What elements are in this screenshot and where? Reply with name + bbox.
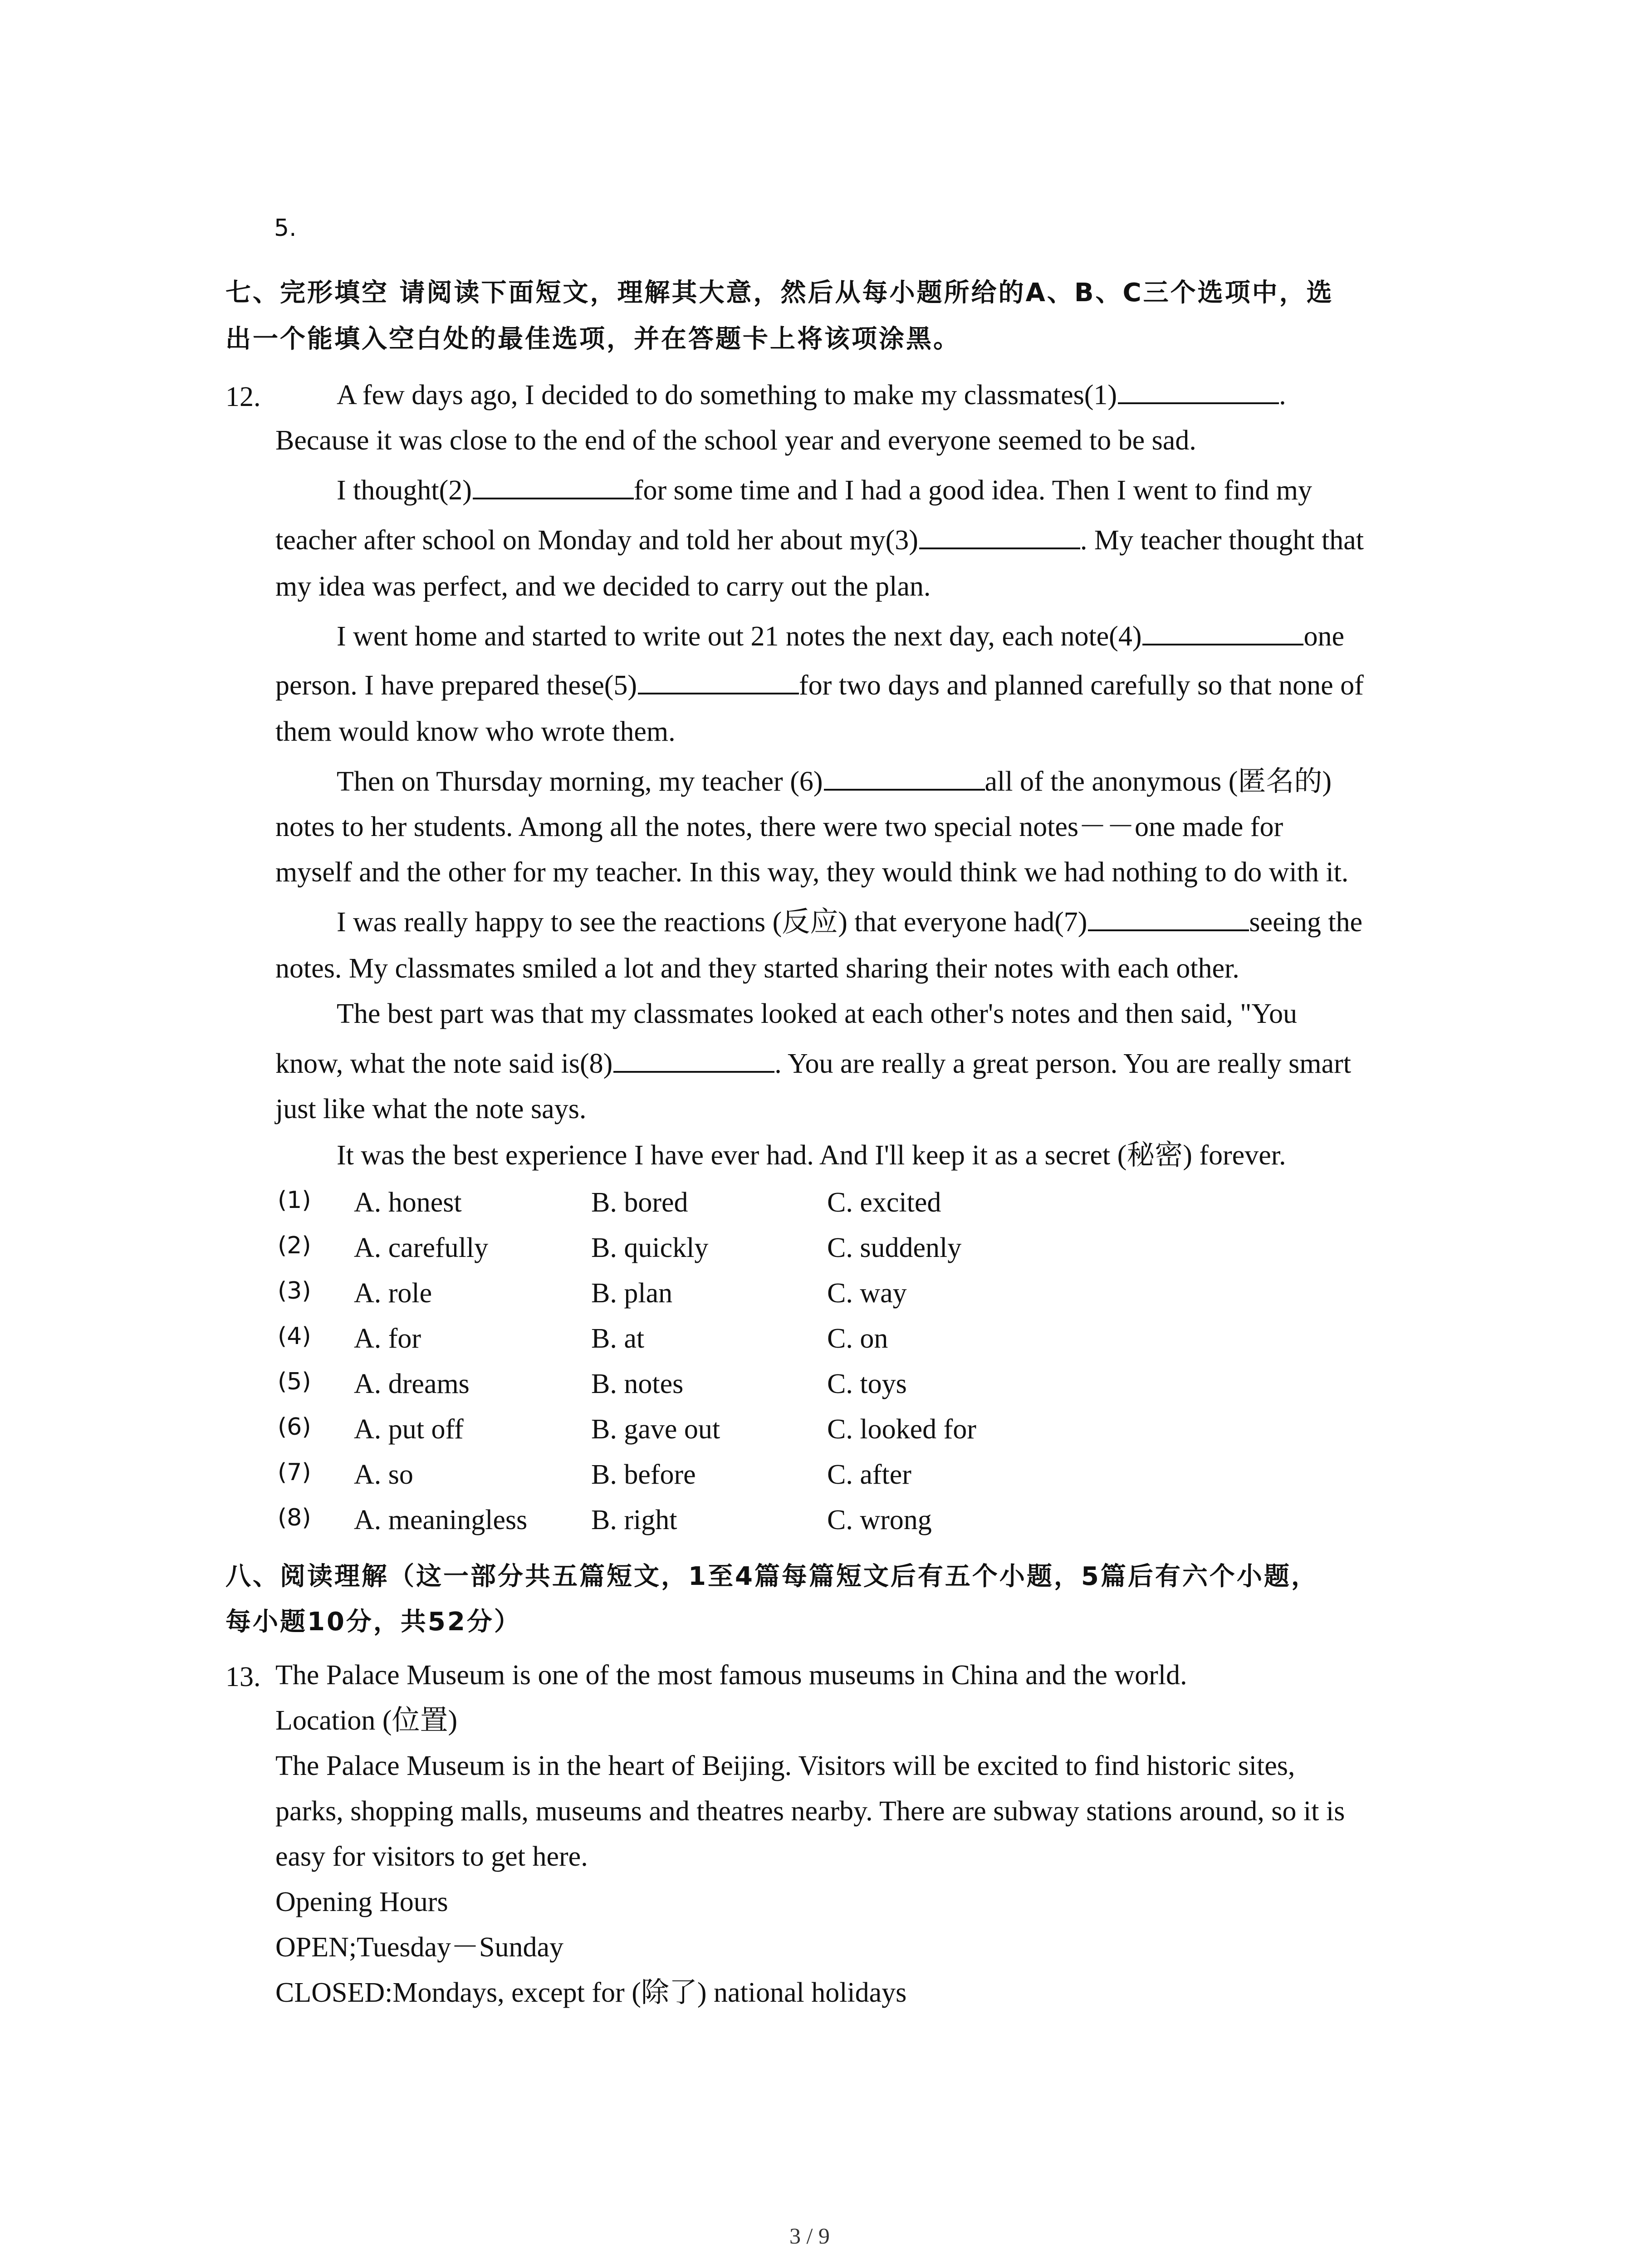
q12-line-3-text: I thought(2) [337,475,472,506]
q12-line-15-end: . You are really a great person. You are really smart [774,1048,1351,1079]
option-row-7-number: (7) [278,1459,311,1486]
question-13-number: 13. [225,1662,261,1692]
option-3-c[interactable]: C. way [827,1278,907,1309]
option-1-b[interactable]: B. bored [591,1187,688,1218]
option-row-2-number: (2) [278,1232,311,1259]
q12-line-15-text: know, what the note said is(8) [275,1048,613,1079]
option-8-a[interactable]: A. meaningless [354,1505,528,1535]
q12-line-4 [275,526,1364,554]
option-row-1-number: (1) [278,1187,311,1214]
q12-line-9 [337,767,1332,796]
q13-line-6: Opening Hours [275,1887,448,1917]
option-row-3-number: (3) [278,1277,311,1305]
q12-line-1-text: A few days ago, I decided to do something to make my classmates(1) [337,380,1117,411]
q12-line-12-end: seeing the [1249,907,1363,938]
option-1-a[interactable]: A. honest [354,1187,462,1218]
q13-line-5: easy for visitors to get here. [275,1841,588,1872]
option-2-b[interactable]: B. quickly [591,1232,709,1263]
q12-line-9-text: Then on Thursday morning, my teacher (6) [337,766,823,797]
q13-line-8: CLOSED:Mondays, except for (除了) national holidays [275,1977,907,2008]
option-row-8-number: (8) [278,1504,311,1531]
option-7-c[interactable]: C. after [827,1459,911,1490]
section7-heading-line2: 出一个能填入空白处的最佳选项，并在答题卡上将该项涂黑。 [225,324,960,354]
q12-line-17: It was the best experience I have ever had. And I'll keep it as a secret (秘密) forever. [337,1140,1286,1171]
option-1-c[interactable]: C. excited [827,1187,941,1218]
option-7-b[interactable]: B. before [591,1459,696,1490]
q12-line-1-end: . [1279,380,1286,411]
q12-line-12-text: I was really happy to see the reactions (反应) that everyone had(7) [337,907,1087,938]
option-6-c[interactable]: C. looked for [827,1414,976,1445]
q12-line-6-end: one [1303,621,1345,652]
option-4-a[interactable]: A. for [354,1323,421,1354]
section8-heading-line1: 八、阅读理解（这一部分共五篇短文，1至4篇每篇短文后有五个小题，5篇后有六个小题， [225,1562,1318,1591]
q12-line-14: The best part was that my classmates looked at each other's notes and then said, "You [337,998,1298,1029]
blank-8 [613,1070,774,1073]
q13-line-7: OPEN;Tuesday－Sunday [275,1932,563,1963]
option-6-a[interactable]: A. put off [354,1414,464,1445]
option-4-c[interactable]: C. on [827,1323,888,1354]
page-number: 3 / 9 [789,2223,830,2248]
option-5-c[interactable]: C. toys [827,1369,907,1399]
q13-line-3: The Palace Museum is in the heart of Beijing. Visitors will be excited to find historic sites, [275,1750,1295,1781]
q12-line-3 [337,476,1312,504]
option-8-b[interactable]: B. right [591,1505,677,1535]
q12-line-6 [337,622,1344,650]
q12-line-13: notes. My classmates smiled a lot and they started sharing their notes with each other. [275,953,1239,984]
q12-line-7 [275,671,1364,699]
option-row-4-number: (4) [278,1323,311,1350]
q12-line-7-text: person. I have prepared these(5) [275,670,637,701]
q12-line-16: just like what the note says. [275,1094,587,1124]
q12-line-12 [337,908,1362,936]
q13-line-4: parks, shopping malls, museums and theatres nearby. There are subway stations around, so it is [275,1796,1345,1827]
q12-line-2: Because it was close to the end of the school year and everyone seemed to be sad. [275,425,1196,456]
option-5-a[interactable]: A. dreams [354,1369,470,1399]
item-number-5: 5. [274,215,297,242]
option-row-6-number: (6) [278,1413,311,1441]
blank-1 [1118,402,1279,404]
q13-line-2: Location (位置) [275,1705,458,1736]
q12-line-3-end: for some time and I had a good idea. Then I went to find my [633,475,1312,506]
option-3-a[interactable]: A. role [354,1278,432,1309]
option-row-5-number: (5) [278,1368,311,1395]
option-2-c[interactable]: C. suddenly [827,1232,962,1263]
option-8-c[interactable]: C. wrong [827,1505,932,1535]
option-2-a[interactable]: A. carefully [354,1232,489,1263]
q12-line-1 [337,381,1286,409]
option-6-b[interactable]: B. gave out [591,1414,720,1445]
section7-heading-line1: 七、完形填空 请阅读下面短文，理解其大意，然后从每小题所给的A、B、C三个选项中，选 [225,278,1334,308]
q12-line-4-end: . My teacher thought that [1080,525,1364,556]
q12-line-4-text: teacher after school on Monday and told her about my(3) [275,525,918,556]
q12-line-10: notes to her students. Among all the notes, there were two special notes－－one made for [275,811,1283,842]
q12-line-15 [275,1050,1351,1078]
q13-line-1: The Palace Museum is one of the most famous museums in China and the world. [275,1660,1187,1691]
q12-line-5: my idea was perfect, and we decided to carry out the plan. [275,571,931,602]
q12-line-7-end: for two days and planned carefully so that none of [799,670,1364,701]
blank-6 [824,788,985,791]
blank-2 [473,497,634,499]
q12-line-9-end: all of the anonymous (匿名的) [985,766,1332,797]
q12-line-6-text: I went home and started to write out 21 notes the next day, each note(4) [337,621,1142,652]
q12-line-8: them would know who wrote them. [275,716,676,747]
option-3-b[interactable]: B. plan [591,1278,673,1309]
blank-7 [1088,929,1249,931]
blank-3 [919,547,1080,549]
option-7-a[interactable]: A. so [354,1459,413,1490]
blank-5 [638,692,799,694]
q12-line-11: myself and the other for my teacher. In this way, they would think we had nothing to do with it. [275,857,1349,888]
question-12-number: 12. [225,381,261,412]
option-4-b[interactable]: B. at [591,1323,645,1354]
section8-heading-line2: 每小题10分，共52分） [225,1607,521,1637]
blank-4 [1142,643,1303,645]
option-5-b[interactable]: B. notes [591,1369,684,1399]
